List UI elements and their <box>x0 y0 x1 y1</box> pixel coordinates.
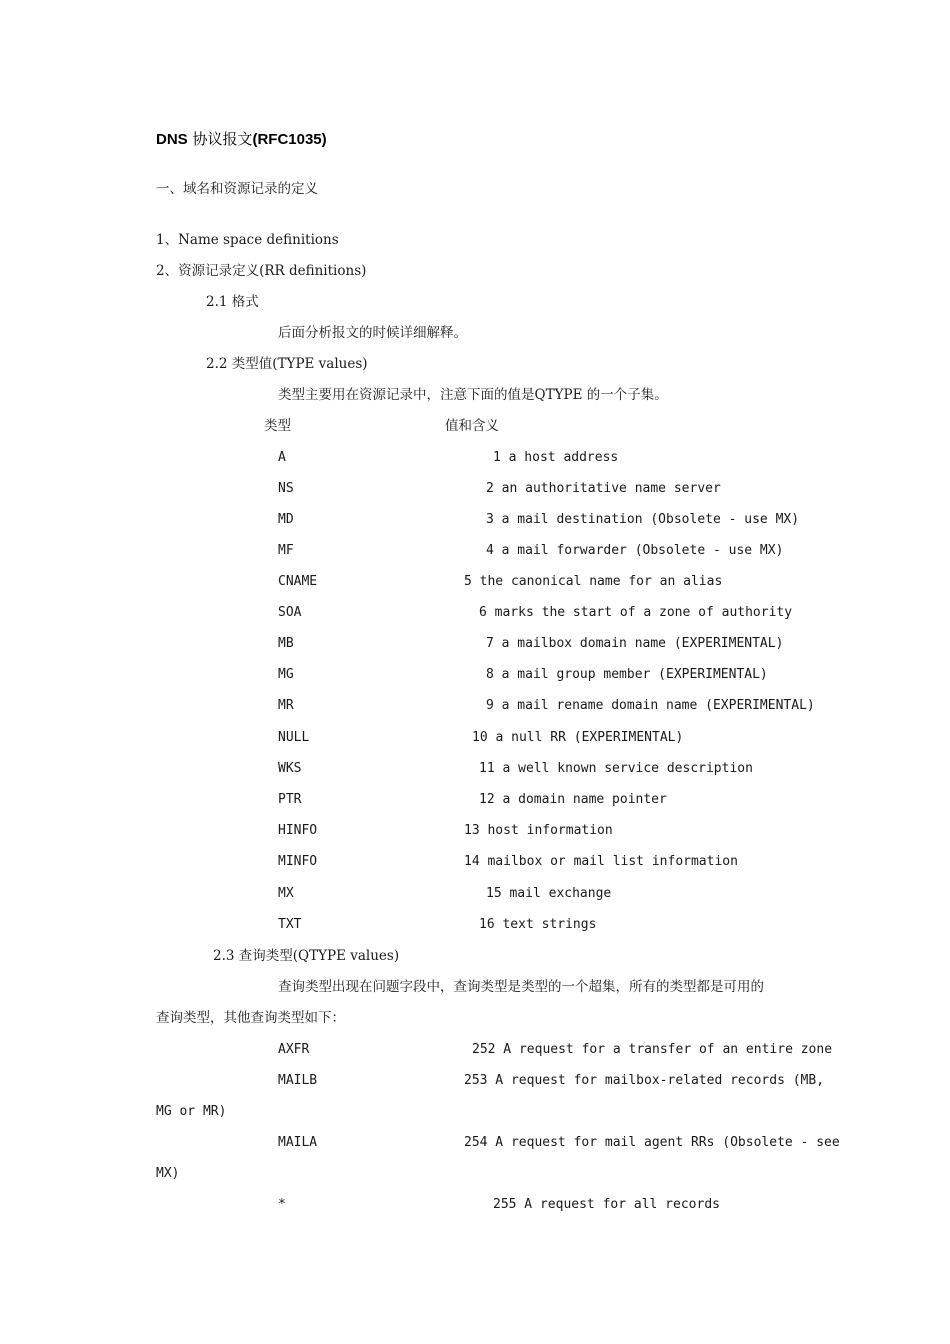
type-name: CNAME <box>278 574 318 589</box>
item-rr-definitions: 2、资源记录定义(RR definitions) <box>156 263 367 279</box>
type-name: MR <box>278 698 294 713</box>
type-name: MB <box>278 636 294 651</box>
type-desc: 9 a mail rename domain name (EXPERIMENTAL) <box>486 698 815 713</box>
type-name: MG <box>278 667 294 682</box>
type-name: TXT <box>278 917 302 932</box>
type-name: WKS <box>278 761 302 776</box>
qtype-desc: 252 A request for a transfer of an entire zone <box>472 1042 833 1057</box>
type-desc: 1 a host address <box>493 450 619 465</box>
type-name: NS <box>278 481 294 496</box>
type-desc: 15 mail exchange <box>486 886 612 901</box>
type-desc: 5 the canonical name for an alias <box>464 574 723 589</box>
qtype-desc-wrap: MG or MR) <box>156 1104 227 1119</box>
subsection-2-3: 2.3 查询类型(QTYPE values) <box>213 948 400 964</box>
type-name: MF <box>278 543 294 558</box>
qtype-name: AXFR <box>278 1042 310 1057</box>
section-heading-1: 一、域名和资源记录的定义 <box>156 181 318 197</box>
type-name: SOA <box>278 605 302 620</box>
qtype-name: * <box>278 1197 286 1212</box>
type-desc: 14 mailbox or mail list information <box>464 854 738 869</box>
title-dns: DNS <box>156 131 188 148</box>
title-cn: 协议报文 <box>187 130 253 148</box>
type-desc: 16 text strings <box>479 917 597 932</box>
qtype-desc: 253 A request for mailbox-related records (MB, <box>464 1073 825 1088</box>
type-name: PTR <box>278 792 302 807</box>
type-desc: 10 a null RR (EXPERIMENTAL) <box>472 730 684 745</box>
qtype-name: MAILA <box>278 1135 318 1150</box>
type-desc: 3 a mail destination (Obsolete - use MX) <box>486 512 800 527</box>
type-name: MX <box>278 886 294 901</box>
qtype-desc-wrap: MX) <box>156 1166 180 1181</box>
type-desc: 7 a mailbox domain name (EXPERIMENTAL) <box>486 636 784 651</box>
type-desc: 2 an authoritative name server <box>486 481 721 496</box>
type-desc: 11 a well known service description <box>479 761 753 776</box>
subsection-2-2-text: 类型主要用在资源记录中，注意下面的值是QTYPE 的一个子集。 <box>278 387 668 403</box>
type-name: NULL <box>278 730 310 745</box>
subsection-2-1: 2.1 格式 <box>206 294 259 310</box>
subsection-2-1-text: 后面分析报文的时候详细解释。 <box>278 325 467 341</box>
type-desc: 6 marks the start of a zone of authority <box>479 605 793 620</box>
type-desc: 8 a mail group member (EXPERIMENTAL) <box>486 667 768 682</box>
column-header-type: 类型 <box>264 418 291 434</box>
qtype-desc: 254 A request for mail agent RRs (Obsolete - see <box>464 1135 840 1150</box>
title-rfc: (RFC1035) <box>252 131 327 148</box>
qtype-name: MAILB <box>278 1073 318 1088</box>
document-title <box>156 130 327 149</box>
column-header-value: 值和含义 <box>445 418 499 434</box>
subsection-2-2: 2.2 类型值(TYPE values) <box>206 356 368 372</box>
type-name: A <box>278 450 286 465</box>
item-name-space: 1、Name space definitions <box>156 232 339 248</box>
type-name: MINFO <box>278 854 318 869</box>
subsection-2-3-text-line2: 查询类型，其他查询类型如下： <box>156 1010 345 1026</box>
subsection-2-3-text-line1: 查询类型出现在问题字段中，查询类型是类型的一个超集，所有的类型都是可用的 <box>278 979 764 995</box>
type-name: HINFO <box>278 823 318 838</box>
type-desc: 12 a domain name pointer <box>479 792 667 807</box>
type-desc: 4 a mail forwarder (Obsolete - use MX) <box>486 543 784 558</box>
type-name: MD <box>278 512 294 527</box>
qtype-desc: 255 A request for all records <box>493 1197 720 1212</box>
type-desc: 13 host information <box>464 823 613 838</box>
